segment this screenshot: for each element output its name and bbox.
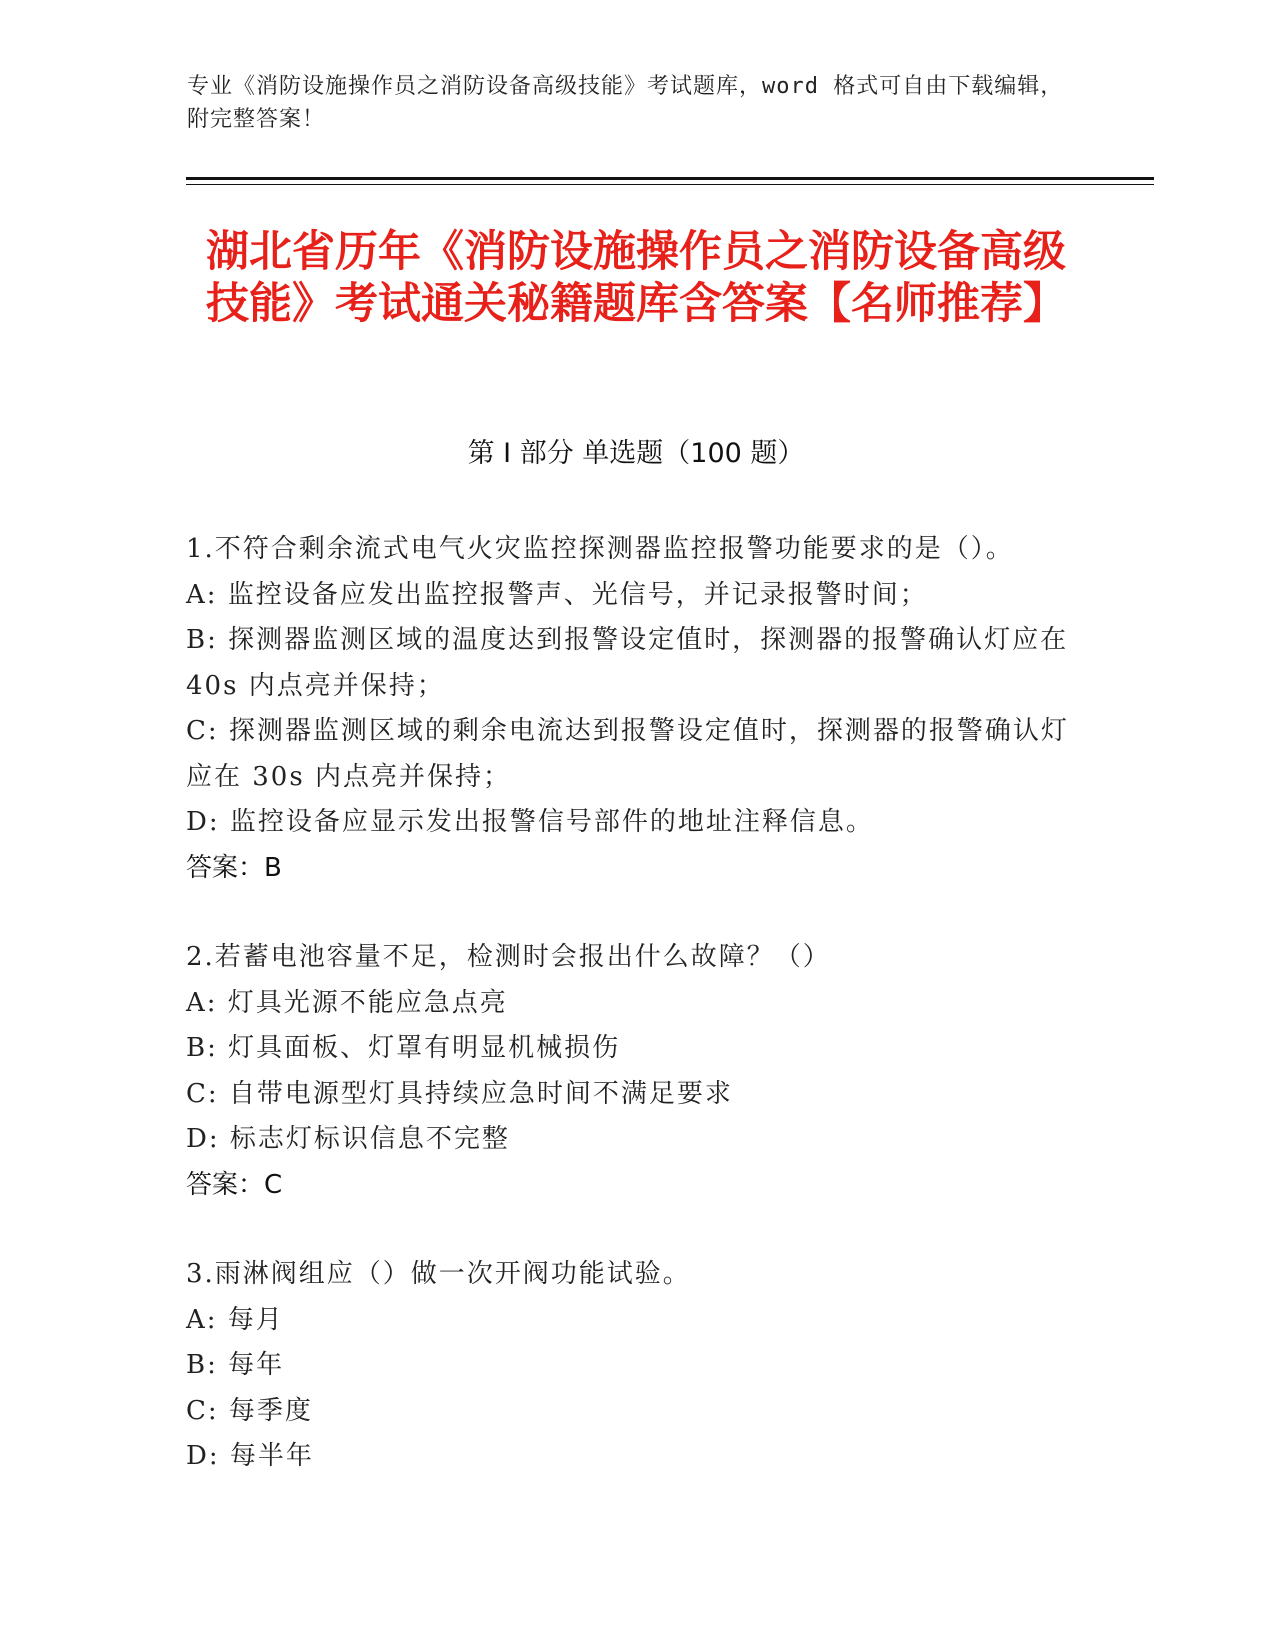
answer: 答案：C — [186, 1169, 283, 1200]
header-divider-thick — [186, 177, 1154, 180]
option-c: C: 每季度 — [186, 1395, 313, 1426]
option-b: B: 探测器监测区域的温度达到报警设定值时，探测器的报警确认灯应在 40s 内点亮并保持； — [186, 625, 1069, 701]
option-b: B: 灯具面板、灯罩有明显机械损伤 — [186, 1033, 621, 1063]
question-stem: 2.若蓄电池容量不足，检测时会报出什么故障？（） — [186, 942, 831, 972]
option-d: D: 标志灯标识信息不完整 — [186, 1124, 510, 1154]
option-c: C: 探测器监测区域的剩余电流达到报警设定值时，探测器的报警确认灯应在 30s 内点亮并保持； — [186, 716, 1069, 792]
header-note: 专业《消防设施操作员之消防设备高级技能》考试题库，word 格式可自由下载编辑，附完整答案！ — [187, 74, 1064, 132]
option-a: A: 灯具光源不能应急点亮 — [186, 987, 508, 1018]
document-title: 湖北省历年《消防设施操作员之消防设备高级技能》考试通关秘籍题库含答案【名师推荐】 — [206, 227, 1066, 329]
option-a: A: 监控设备应发出监控报警声、光信号，并记录报警时间； — [186, 579, 928, 610]
question-stem: 3.雨淋阀组应（）做一次开阀功能试验。 — [186, 1259, 691, 1289]
section-title: 第 I 部分 单选题（100 题） — [467, 438, 805, 469]
question-1 — [186, 527, 1076, 891]
answer: 答案：B — [186, 852, 282, 883]
header-divider-thin — [186, 184, 1154, 185]
question-list — [186, 527, 1076, 1524]
question-stem: 1.不符合剩余流式电气火灾监控探测器监控报警功能要求的是（）。 — [186, 534, 1014, 564]
question-2 — [186, 935, 1076, 1208]
option-c: C: 自带电源型灯具持续应急时间不满足要求 — [186, 1078, 733, 1109]
option-a: A: 每月 — [186, 1304, 284, 1335]
question-3 — [186, 1252, 1076, 1480]
option-d: D: 监控设备应显示发出报警信号部件的地址注释信息。 — [186, 807, 874, 837]
option-d: D: 每半年 — [186, 1441, 314, 1471]
option-b: B: 每年 — [186, 1350, 285, 1380]
